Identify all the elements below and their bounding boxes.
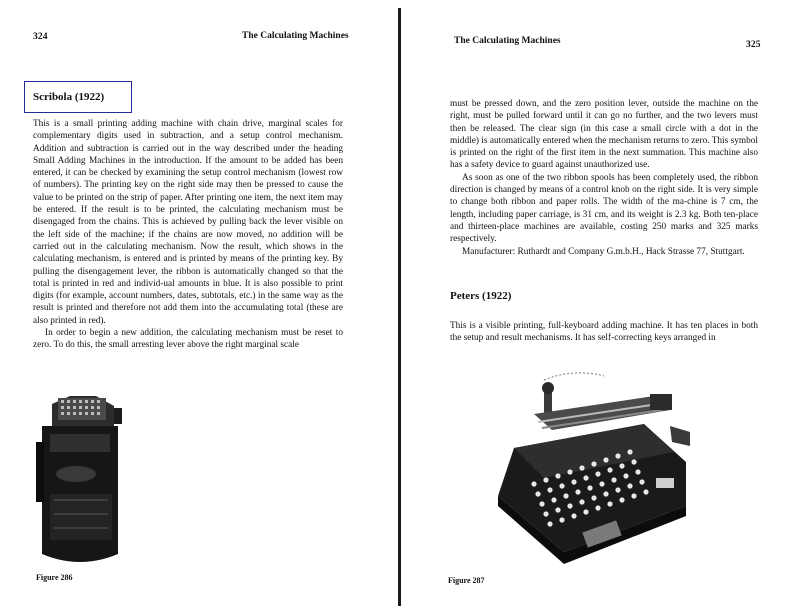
section-title-box (24, 81, 132, 113)
right-page (402, 0, 792, 612)
running-head: The Calculating Machines (454, 36, 561, 46)
paragraph: must be pressed down, and the zero position lever, outside the machine on the right, must be pulled forward until it can go no further, and the two levers must then be released. The clear sign (in this case a small circle with a dot in the middle) is automatically entered when the mechanism returns to zero. This symbol is printed on the right of the first item in the next summation. This machine also has a safety device to guard against unauthorized use. (450, 99, 758, 171)
paragraph: Manufacturer: Ruthardt and Company G.m.b.H., Hack Strasse 77, Stuttgart. (462, 246, 745, 257)
figure-caption: Figure 286 (36, 573, 73, 582)
body-text (450, 320, 758, 345)
page-number: 324 (33, 32, 48, 42)
running-head: The Calculating Machines (242, 31, 349, 41)
figure-caption: Figure 287 (448, 576, 485, 585)
paragraph: This is a small printing adding machine with chain drive, marginal scales for complementary digits used in subtraction, and a setup control mechanism. Addition and subtraction is carried out in the way described under the heading Small Adding Machines in the introduction. If the amount to be added has been entered, it can be checked by examining the setup control mechanism (lowest row of numbers). The printing key on the right side may then be pressed to cause the value to be printed on the strip of paper. After printing one item, the next item may be entered. If the result is to be printed, the calculating mechanism must be disengaged from the chains. This is achieved by pulling back the lever visible on the left side of the machine; if the chains are now moved, no addition will be carried out in the calculating mechanism. Now the result, which shows in the calculating mechanism, is entered and is printed by means of the printing key. By pulling the disengagement lever, the ribbon is automatically changed so that the total is printed in red and individ-ual amounts in blue. It is also possible to print digits (for example, account numbers, dates, subtotals, etc.) in the same way as the result is printed and therefore not add them into the accumulating total (these are also printed in red). (33, 119, 343, 326)
section-title: Peters (1922) (450, 290, 512, 302)
paragraph: As soon as one of the two ribbon spools has been completely used, the ribbon direction is changed by means of a control knob on the right side. It is very simple to change both ribbon and paper rolls. The width of the ma-chine is 7 cm, the length, including paper carriage, is 31 cm, and its weight is 2.3 kg. Both ten-place and thirteen-place machines are available, costing 250 marks and 325 marks respectively. (450, 172, 758, 245)
paragraph: This is a visible printing, full-keyboard adding machine. It has ten places in both the setup and result mechanisms. It has self-correcting keys arranged in (450, 321, 758, 344)
page-number: 325 (746, 40, 761, 50)
paragraph: In order to begin a new addition, the calculating mechanism must be reset to zero. To do this, the small arresting lever above the right marginal scale (33, 328, 343, 351)
book-gutter (398, 8, 401, 606)
body-text (450, 98, 758, 258)
body-text (33, 118, 343, 352)
section-title: Scribola (1922) (33, 91, 105, 103)
figure-287-image (474, 366, 704, 566)
figure-286-image (30, 382, 130, 578)
